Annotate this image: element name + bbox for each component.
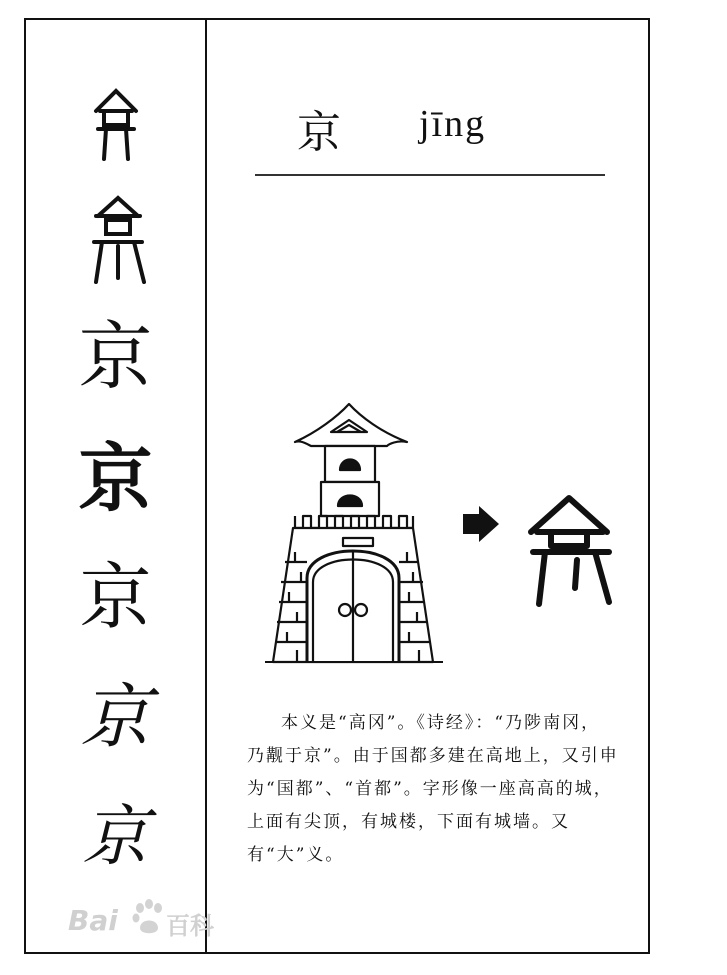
regular-form: 京	[79, 555, 152, 639]
city-gate-tower-drawing	[265, 404, 443, 662]
baidu-watermark	[68, 894, 228, 952]
heading-rule	[255, 174, 605, 176]
oracle-jing-glyph	[531, 498, 609, 604]
clerical-form: 京	[78, 436, 153, 522]
bronze-form	[26, 190, 205, 290]
paw-icon	[132, 898, 166, 938]
illustration	[237, 392, 647, 682]
script-form-label-1: 京	[26, 77, 27, 78]
watermark-latin: Bai	[68, 904, 118, 937]
heading-character: 京	[297, 107, 343, 158]
cursive-form: 京	[82, 798, 149, 875]
explanation-column	[207, 22, 648, 950]
watermark-chinese: 百科	[166, 912, 214, 940]
right-arrow-icon	[463, 506, 499, 542]
heading-pinyin: jīng	[419, 103, 487, 145]
description-paragraph: 本义是“高冈”。《诗经》：“乃陟南冈，乃觏于京”。由于国都多建在高地上，又引申为“国都”、“首都”。字形像一座高高的城，上面有尖顶，有城楼，下面有城墙。又有“大”义。	[247, 713, 619, 865]
script-evolution-column	[26, 22, 214, 950]
character-heading	[297, 96, 647, 160]
seal-form: 京	[78, 314, 153, 400]
running-form: 京	[80, 676, 151, 758]
description-text	[247, 707, 619, 872]
oracle-bone-form	[26, 77, 205, 167]
